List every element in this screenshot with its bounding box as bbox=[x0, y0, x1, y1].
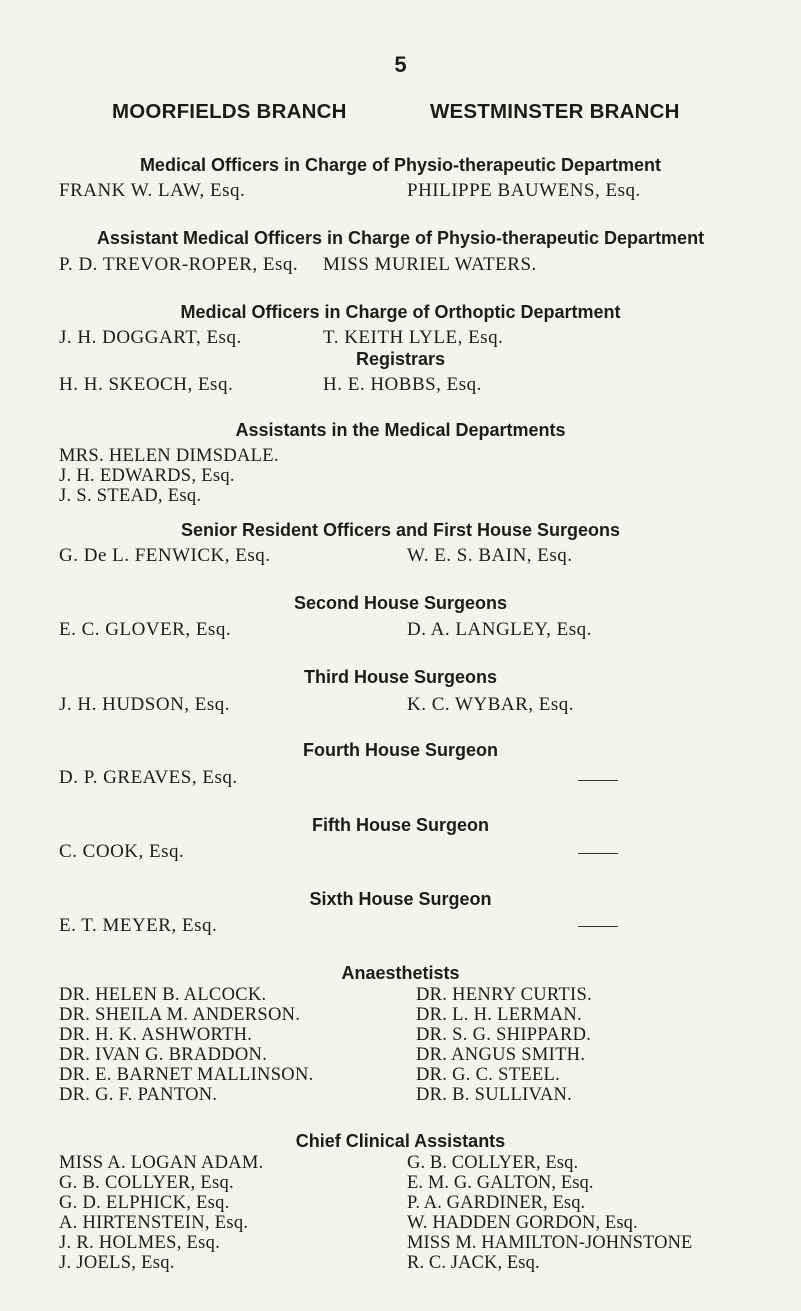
westminster-officer: MISS MURIEL WATERS. bbox=[323, 254, 537, 275]
vacant-dash bbox=[578, 780, 618, 781]
page-number: 5 bbox=[394, 52, 407, 77]
westminster-officer: H. E. HOBBS, Esq. bbox=[323, 374, 482, 395]
list-item: DR. E. BARNET MALLINSON. bbox=[59, 1065, 314, 1085]
list-item: DR. H. K. ASHWORTH. bbox=[59, 1025, 253, 1045]
moorfields-officer: D. P. GREAVES, Esq. bbox=[59, 767, 238, 788]
chief-clinical-assistants-heading: Chief Clinical Assistants bbox=[295, 1131, 506, 1151]
westminster-officer: T. KEITH LYLE, Esq. bbox=[323, 327, 504, 348]
assistants-list bbox=[59, 446, 279, 506]
moorfields-officer: C. COOK, Esq. bbox=[59, 841, 185, 862]
list-item: MRS. HELEN DIMSDALE. bbox=[59, 446, 279, 466]
westminster-officer: PHILIPPE BAUWENS, Esq. bbox=[407, 180, 641, 201]
vacant-dash bbox=[578, 853, 618, 854]
list-item: J. S. STEAD, Esq. bbox=[59, 486, 202, 506]
moorfields-officer: P. D. TREVOR-ROPER, Esq. bbox=[59, 254, 299, 275]
list-item: DR. B. SULLIVAN. bbox=[416, 1085, 573, 1105]
vacant-dash bbox=[578, 926, 618, 927]
list-item: DR. HENRY CURTIS. bbox=[416, 985, 592, 1005]
chief-clinical-westminster bbox=[407, 1153, 692, 1273]
list-item: DR. S. G. SHIPPARD. bbox=[416, 1025, 592, 1045]
list-item: DR. HELEN B. ALCOCK. bbox=[59, 985, 267, 1005]
section-heading: Sixth House Surgeon bbox=[309, 889, 492, 909]
moorfields-officer: FRANK W. LAW, Esq. bbox=[59, 180, 246, 201]
anaesthetists-moorfields bbox=[59, 985, 314, 1105]
list-item: P. A. GARDINER, Esq. bbox=[407, 1193, 586, 1213]
anaesthetists-heading: Anaesthetists bbox=[341, 963, 460, 983]
list-item: J. R. HOLMES, Esq. bbox=[59, 1233, 221, 1253]
section-heading: Assistant Medical Officers in Charge of Physio-therapeutic Department bbox=[96, 228, 705, 248]
westminster-officer: D. A. LANGLEY, Esq. bbox=[407, 619, 592, 640]
moorfields-officer: E. T. MEYER, Esq. bbox=[59, 915, 218, 936]
westminster-officer: W. E. S. BAIN, Esq. bbox=[407, 545, 573, 566]
moorfields-officer: E. C. GLOVER, Esq. bbox=[59, 619, 232, 640]
list-item: MISS A. LOGAN ADAM. bbox=[59, 1153, 264, 1173]
list-item: DR. G. C. STEEL. bbox=[416, 1065, 561, 1085]
anaesthetists-westminster bbox=[416, 985, 592, 1105]
list-item: MISS M. HAMILTON-JOHNSTONE bbox=[407, 1233, 693, 1253]
moorfields-branch-heading: MOORFIELDS BRANCH bbox=[112, 100, 347, 123]
section-heading: Registrars bbox=[355, 349, 446, 369]
list-item: G. B. COLLYER, Esq. bbox=[407, 1153, 579, 1173]
list-item: DR. ANGUS SMITH. bbox=[416, 1045, 586, 1065]
list-item: G. D. ELPHICK, Esq. bbox=[59, 1193, 230, 1213]
moorfields-officer: H. H. SKEOCH, Esq. bbox=[59, 374, 234, 395]
moorfields-officer: G. De L. FENWICK, Esq. bbox=[59, 545, 271, 566]
list-item: DR. SHEILA M. ANDERSON. bbox=[59, 1005, 301, 1025]
list-item: DR. L. H. LERMAN. bbox=[416, 1005, 582, 1025]
list-item: DR. IVAN G. BRADDON. bbox=[59, 1045, 268, 1065]
list-item: E. M. G. GALTON, Esq. bbox=[407, 1173, 594, 1193]
section-heading: Third House Surgeons bbox=[303, 667, 498, 687]
section-heading: Fourth House Surgeon bbox=[303, 740, 498, 760]
section-heading: Medical Officers in Charge of Orthoptic Department bbox=[180, 302, 621, 322]
moorfields-officer: J. H. DOGGART, Esq. bbox=[59, 327, 242, 348]
section-heading: Second House Surgeons bbox=[293, 593, 508, 613]
list-item: A. HIRTENSTEIN, Esq. bbox=[59, 1213, 249, 1233]
section-heading: Assistants in the Medical Departments bbox=[235, 420, 566, 440]
list-item: G. B. COLLYER, Esq. bbox=[59, 1173, 234, 1193]
list-item: J. JOELS, Esq. bbox=[59, 1253, 175, 1273]
westminster-branch-heading: WESTMINSTER BRANCH bbox=[430, 100, 680, 123]
list-item: J. H. EDWARDS, Esq. bbox=[59, 466, 235, 486]
list-item: DR. G. F. PANTON. bbox=[59, 1085, 218, 1105]
section-heading: Fifth House Surgeon bbox=[312, 815, 489, 835]
section-heading: Senior Resident Officers and First House Surgeons bbox=[180, 520, 621, 540]
westminster-officer: K. C. WYBAR, Esq. bbox=[407, 694, 575, 715]
list-item: W. HADDEN GORDON, Esq. bbox=[407, 1213, 638, 1233]
list-item: R. C. JACK, Esq. bbox=[407, 1253, 540, 1273]
moorfields-officer: J. H. HUDSON, Esq. bbox=[59, 694, 231, 715]
chief-clinical-moorfields bbox=[59, 1153, 264, 1273]
section-heading: Medical Officers in Charge of Physio-therapeutic Department bbox=[139, 155, 662, 175]
